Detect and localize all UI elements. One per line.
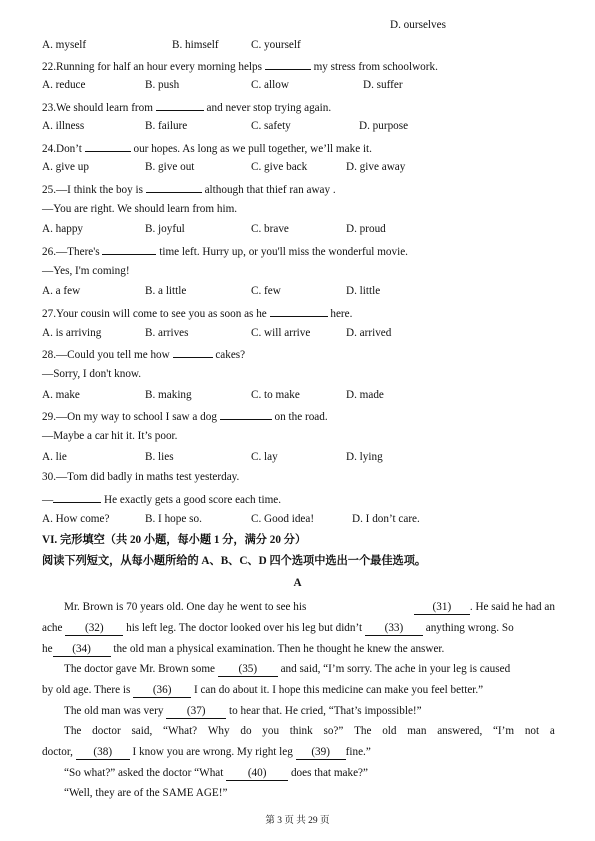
answer-blank-36[interactable]: (36)	[133, 684, 191, 698]
q25-reply: —You are right. We should learn from him.	[42, 203, 238, 215]
q27-option-b: B. arrives	[145, 327, 189, 339]
q23-stem: 23.We should learn from and never stop trying again.	[42, 99, 331, 115]
answer-blank-32[interactable]: (32)	[65, 622, 123, 636]
passage-line: “Well, they are of the SAME AGE!”	[64, 787, 228, 799]
q30-reply: — He exactly gets a good score each time.	[42, 491, 281, 507]
q22-stem: 22.Running for half an hour every morning helps my stress from schoolwork.	[42, 58, 438, 74]
answer-blank[interactable]	[265, 58, 311, 70]
q27-stem: 27.Your cousin will come to see you as soon as he here.	[42, 305, 352, 321]
passage-line: ache (32) his left leg. The doctor looked over his leg but didn’t (33) anything wrong. So	[42, 622, 514, 634]
answer-blank[interactable]	[102, 243, 156, 255]
answer-blank[interactable]	[270, 305, 328, 317]
q30-option-c: C. Good idea!	[251, 513, 315, 525]
q23-option-b: B. failure	[145, 120, 188, 132]
q26-reply: —Yes, I'm coming!	[42, 265, 130, 277]
answer-blank-35[interactable]: (35)	[218, 663, 278, 677]
passage-line: The old man was very (37) to hear that. He cried, “That’s impossible!”	[64, 705, 422, 717]
answer-blank-38[interactable]: (38)	[76, 746, 130, 760]
q21-option-d: D. ourselves	[390, 19, 446, 31]
q24-option-c: C. give back	[251, 161, 308, 173]
answer-blank-40[interactable]: (40)	[226, 767, 288, 781]
answer-blank[interactable]	[53, 491, 101, 503]
answer-blank[interactable]	[146, 181, 202, 193]
q26-option-d: D. little	[346, 285, 381, 297]
q27-option-a: A. is arriving	[42, 327, 102, 339]
answer-blank[interactable]	[156, 99, 204, 111]
q21-option-c: C. yourself	[251, 39, 301, 51]
q22-option-c: C. allow	[251, 79, 289, 91]
q30-option-a: A. How come?	[42, 513, 110, 525]
q26-option-a: A. a few	[42, 285, 81, 297]
q24-option-d: D. give away	[346, 161, 406, 173]
passage-line: he (34) the old man a physical examination. Then he thought he knew the answer.	[42, 643, 445, 655]
q29-reply: —Maybe a car hit it. It’s poor.	[42, 430, 178, 442]
q28-option-b: B. making	[145, 389, 192, 401]
answer-blank-39[interactable]: (39)	[296, 746, 346, 760]
q28-option-d: D. made	[346, 389, 384, 401]
q26-stem: 26.—There's time left. Hurry up, or you'll miss the wonderful movie.	[42, 243, 408, 259]
q30-option-b: B. I hope so.	[145, 513, 202, 525]
passage-line: Mr. Brown is 70 years old. One day he went to see his (31) . He said he had an	[64, 601, 555, 613]
q25-option-d: D. proud	[346, 223, 386, 235]
q22-option-b: B. push	[145, 79, 180, 91]
passage-label: A	[293, 577, 302, 589]
q28-stem: 28.—Could you tell me how cakes?	[42, 346, 245, 362]
q24-option-b: B. give out	[145, 161, 195, 173]
q27-option-d: D. arrived	[346, 327, 392, 339]
q29-option-c: C. lay	[251, 451, 278, 463]
q30-stem: 30.—Tom did badly in maths test yesterday.	[42, 471, 240, 483]
q24-stem: 24.Don’t our hopes. As long as we pull together, we’ll make it.	[42, 140, 372, 156]
q26-option-c: C. few	[251, 285, 281, 297]
passage-line: The doctor gave Mr. Brown some (35) and said, “I’m sorry. The ache in your leg is caused	[64, 663, 511, 675]
passage-line: “So what?” asked the doctor “What (40) does that make?”	[64, 767, 368, 779]
q22-option-d: D. suffer	[363, 79, 403, 91]
answer-blank[interactable]	[85, 140, 131, 152]
passage-line: by old age. There is (36) I can do about it. I hope this medicine can make you feel better.”	[42, 684, 484, 696]
q25-option-a: A. happy	[42, 223, 84, 235]
q23-option-d: D. purpose	[359, 120, 409, 132]
answer-blank-34[interactable]: (34)	[53, 643, 111, 657]
q25-option-b: B. joyful	[145, 223, 185, 235]
section-heading: VI. 完形填空（共 20 小题，每小题 1 分，满分 20 分）	[42, 534, 307, 546]
q28-reply: —Sorry, I don't know.	[42, 368, 142, 380]
passage-line: The doctor said, “What? Why do you think so?” The old man answered, “I’m not a	[64, 725, 555, 737]
passage-line: doctor, (38) I know you are wrong. My right leg (39) fine.”	[42, 746, 371, 758]
answer-blank-31[interactable]: (31)	[414, 601, 470, 615]
q23-option-c: C. safety	[251, 120, 291, 132]
answer-blank-37[interactable]: (37)	[166, 705, 226, 719]
q25-stem: 25.—I think the boy is although that thief ran away .	[42, 181, 336, 197]
q21-option-b: B. himself	[172, 39, 219, 51]
q29-option-d: D. lying	[346, 451, 383, 463]
q29-option-b: B. lies	[145, 451, 174, 463]
section-instruction: 阅读下列短文，从每小题所给的 A、B、C、D 四个选项中选出一个最佳选项。	[42, 555, 427, 567]
q28-option-a: A. make	[42, 389, 80, 401]
q29-option-a: A. lie	[42, 451, 67, 463]
answer-blank[interactable]	[220, 408, 272, 420]
page-footer: 第 3 页 共 29 页	[265, 816, 330, 826]
q29-stem: 29.—On my way to school I saw a dog on the road.	[42, 408, 328, 424]
answer-blank[interactable]	[173, 346, 213, 358]
q24-option-a: A. give up	[42, 161, 89, 173]
q21-option-a: A. myself	[42, 39, 87, 51]
q30-option-d: D. I don’t care.	[352, 513, 420, 525]
q25-option-c: C. brave	[251, 223, 289, 235]
answer-blank-33[interactable]: (33)	[365, 622, 423, 636]
q28-option-c: C. to make	[251, 389, 300, 401]
q27-option-c: C. will arrive	[251, 327, 311, 339]
q23-option-a: A. illness	[42, 120, 85, 132]
q22-option-a: A. reduce	[42, 79, 86, 91]
q26-option-b: B. a little	[145, 285, 187, 297]
